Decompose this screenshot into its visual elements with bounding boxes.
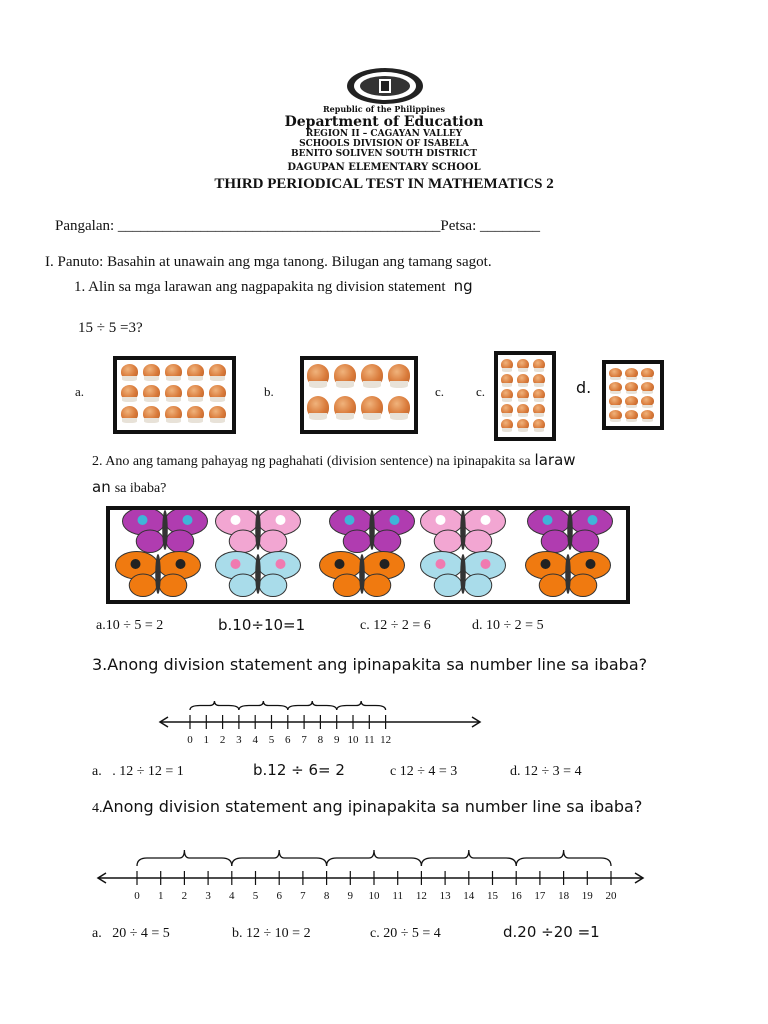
nl12-tick-label: 4: [252, 734, 258, 746]
instructions: I. Panuto: Basahin at unawain ang mga tanong. Bilugan ang tamang sagot.: [45, 254, 492, 270]
nl20-tick-label: 18: [558, 890, 570, 902]
butterfly-top-5: [528, 510, 613, 553]
number-line-12: [150, 690, 490, 752]
muffin: [307, 396, 329, 418]
page-title: THIRD PERIODICAL TEST IN MATHEMATICS 2: [214, 176, 554, 192]
muffin: [121, 364, 138, 379]
nl20-group-bracket: [516, 850, 611, 866]
department-line: Department of Education: [284, 114, 484, 130]
nl12-group-bracket: [337, 701, 386, 710]
nl20-tick-label: 3: [205, 890, 211, 902]
butterfly-bottom-5: [526, 552, 611, 597]
q1-label-a: a.: [75, 384, 85, 399]
nl12-tick-label: 8: [317, 734, 324, 746]
butterfly-bottom-4: [421, 552, 506, 597]
nl20-tick-label: 7: [300, 890, 306, 902]
muffin: [501, 374, 513, 385]
muffin: [388, 364, 410, 386]
q2-text-laraw: laraw: [534, 451, 576, 469]
muffin: [625, 382, 638, 392]
muffin: [187, 406, 204, 421]
nl12-tick-label: 7: [301, 734, 307, 746]
nl12-tick-label: 12: [380, 734, 392, 746]
nl12-tick-label: 6: [285, 734, 291, 746]
butterfly-top-1: [123, 510, 208, 553]
nl20-tick-label: 14: [463, 890, 475, 902]
nl20-tick-label: 9: [347, 890, 354, 902]
nl12-tick-label: 1: [203, 734, 210, 746]
q1-label-c1: c.: [435, 384, 445, 399]
q1-text: 1. Alin sa mga larawan ang nagpapakita ng division statement: [74, 279, 446, 295]
muffin: [361, 364, 383, 386]
nl12-group-bracket: [239, 701, 288, 710]
nl20-group-bracket: [327, 850, 422, 866]
muffin: [334, 396, 356, 418]
muffin: [517, 374, 529, 385]
q3-option-a[interactable]: a. . 12 ÷ 12 = 1: [92, 764, 184, 779]
muffin: [209, 364, 226, 379]
nl20-tick-label: 13: [439, 890, 451, 902]
muffin: [517, 389, 529, 400]
number-line-20: [95, 835, 655, 910]
division-line: SCHOOLS DIVISION OF ISABELA: [299, 139, 469, 149]
butterfly-bottom-2: [216, 552, 301, 597]
nl20-tick-label: 12: [415, 890, 427, 902]
q1-label-b: b.: [264, 384, 274, 399]
q1-option-b-image[interactable]: [300, 356, 418, 434]
muffin: [209, 385, 226, 400]
nl20-tick-label: 8: [323, 890, 330, 902]
muffin: [334, 364, 356, 386]
question-1: [74, 277, 473, 296]
muffin: [501, 404, 513, 415]
muffin: [609, 368, 622, 378]
nl20-group-bracket: [137, 850, 232, 866]
q1-label-c2: c.: [476, 384, 486, 399]
butterfly-bottom-1: [116, 552, 201, 597]
muffin: [143, 364, 160, 379]
butterfly-top-3: [330, 510, 415, 553]
nl20-tick-label: 0: [134, 890, 140, 902]
muffin: [501, 419, 513, 430]
muffin: [517, 404, 529, 415]
nl20-group-bracket: [232, 850, 327, 866]
muffin: [187, 385, 204, 400]
nl20-tick-label: 4: [229, 890, 235, 902]
q3-option-b[interactable]: b.12 ÷ 6= 2: [253, 761, 345, 779]
region-line: REGION II – CAGAYAN VALLEY: [305, 129, 463, 139]
q2-text-an: an: [92, 478, 111, 496]
nl20-tick-label: 2: [181, 890, 188, 902]
muffin: [165, 406, 182, 421]
q4-option-b[interactable]: b. 12 ÷ 10 = 2: [232, 926, 311, 941]
q1-label-d: d.: [576, 378, 592, 397]
muffin: [533, 419, 545, 430]
nl12-group-bracket: [190, 701, 239, 710]
butterfly-bottom-3: [320, 552, 405, 597]
butterfly-image: [106, 506, 630, 604]
nl20-tick-label: 6: [276, 890, 282, 902]
muffin: [361, 396, 383, 418]
q1-option-d-image[interactable]: [602, 360, 664, 430]
muffin: [625, 410, 638, 420]
muffin: [187, 364, 204, 379]
muffin: [609, 382, 622, 392]
muffin: [121, 385, 138, 400]
q2-text: 2. Ano ang tamang pahayag ng paghahati (division sentence) na ipinapakita sa: [92, 454, 531, 469]
muffin: [501, 389, 513, 400]
nl12-tick-label: 11: [364, 734, 375, 746]
school-line: DAGUPAN ELEMENTARY SCHOOL: [287, 162, 481, 173]
muffin: [517, 359, 529, 370]
muffin: [307, 364, 329, 386]
q4-text: Anong division statement ang ipinapakita sa number line sa ibaba?: [102, 797, 643, 816]
q1-equation: 15 ÷ 5 =3?: [78, 320, 143, 336]
muffin: [641, 382, 654, 392]
nl12-tick-label: 10: [347, 734, 359, 746]
q2-option-d[interactable]: d. 10 ÷ 2 = 5: [472, 618, 544, 633]
butterfly-top-2: [216, 510, 301, 553]
nl20-tick-label: 11: [392, 890, 403, 902]
muffin: [641, 396, 654, 406]
butterfly-top-4: [421, 510, 506, 553]
muffin: [209, 406, 226, 421]
nl20-tick-label: 10: [368, 890, 380, 902]
muffin: [533, 374, 545, 385]
muffin: [641, 410, 654, 420]
muffin: [533, 389, 545, 400]
muffin: [517, 419, 529, 430]
muffin: [641, 368, 654, 378]
muffin: [533, 404, 545, 415]
q4-option-d[interactable]: d.20 ÷20 =1: [503, 923, 600, 941]
nl12-tick-label: 5: [268, 734, 275, 746]
nl20-tick-label: 16: [510, 890, 522, 902]
q2-option-a[interactable]: a.10 ÷ 5 = 2: [96, 618, 164, 633]
nl20-group-bracket: [421, 850, 516, 866]
nl12-tick-label: 9: [333, 734, 340, 746]
muffin: [121, 406, 138, 421]
question-3: 3.Anong division statement ang ipinapakita sa number line sa ibaba?: [92, 655, 648, 674]
q1-text-ng: ng: [453, 277, 473, 295]
republic-line: Republic of the Philippines: [322, 104, 445, 114]
q2-option-b[interactable]: b.10÷10=1: [218, 616, 306, 634]
q3-option-d[interactable]: d. 12 ÷ 3 = 4: [510, 764, 582, 779]
nl20-tick-label: 1: [157, 890, 164, 902]
nl12-tick-label: 0: [187, 734, 193, 746]
nl12-tick-label: 2: [219, 734, 226, 746]
deped-seal: [345, 66, 425, 106]
q3-option-c[interactable]: c 12 ÷ 4 = 3: [390, 764, 458, 779]
q4-option-c[interactable]: c. 20 ÷ 5 = 4: [370, 926, 441, 941]
muffin: [388, 396, 410, 418]
nl12-group-bracket: [288, 701, 337, 710]
nl20-tick-label: 15: [487, 890, 498, 902]
butterfly-group: [110, 510, 626, 600]
name-date-field[interactable]: Pangalan: ___________________________________________Petsa: ________: [55, 218, 540, 234]
q1-option-a-image[interactable]: [113, 356, 236, 434]
muffin: [533, 359, 545, 370]
question-2: [92, 451, 576, 470]
muffin: [609, 410, 622, 420]
seal-icon: [345, 66, 425, 106]
q4-option-a[interactable]: a. 20 ÷ 4 = 5: [92, 926, 170, 941]
q4-number: 4.: [92, 801, 103, 816]
nl20-tick-label: 19: [581, 890, 593, 902]
question-2-cont: [92, 478, 166, 497]
question-4: [92, 797, 642, 817]
muffin: [143, 385, 160, 400]
muffin: [165, 364, 182, 379]
q2-text-ibaba: sa ibaba?: [114, 481, 167, 496]
muffin: [625, 396, 638, 406]
nl20-tick-label: 5: [252, 890, 259, 902]
muffin: [501, 359, 513, 370]
q1-option-c-image[interactable]: [494, 351, 556, 441]
muffin: [165, 385, 182, 400]
district-line: BENITO SOLIVEN SOUTH DISTRICT: [291, 149, 477, 159]
muffin: [609, 396, 622, 406]
nl20-tick-label: 17: [534, 890, 546, 902]
muffin: [625, 368, 638, 378]
muffin: [143, 406, 160, 421]
nl20-tick-label: 20: [605, 890, 617, 902]
nl12-tick-label: 3: [236, 734, 242, 746]
q2-option-c[interactable]: c. 12 ÷ 2 = 6: [360, 618, 431, 633]
